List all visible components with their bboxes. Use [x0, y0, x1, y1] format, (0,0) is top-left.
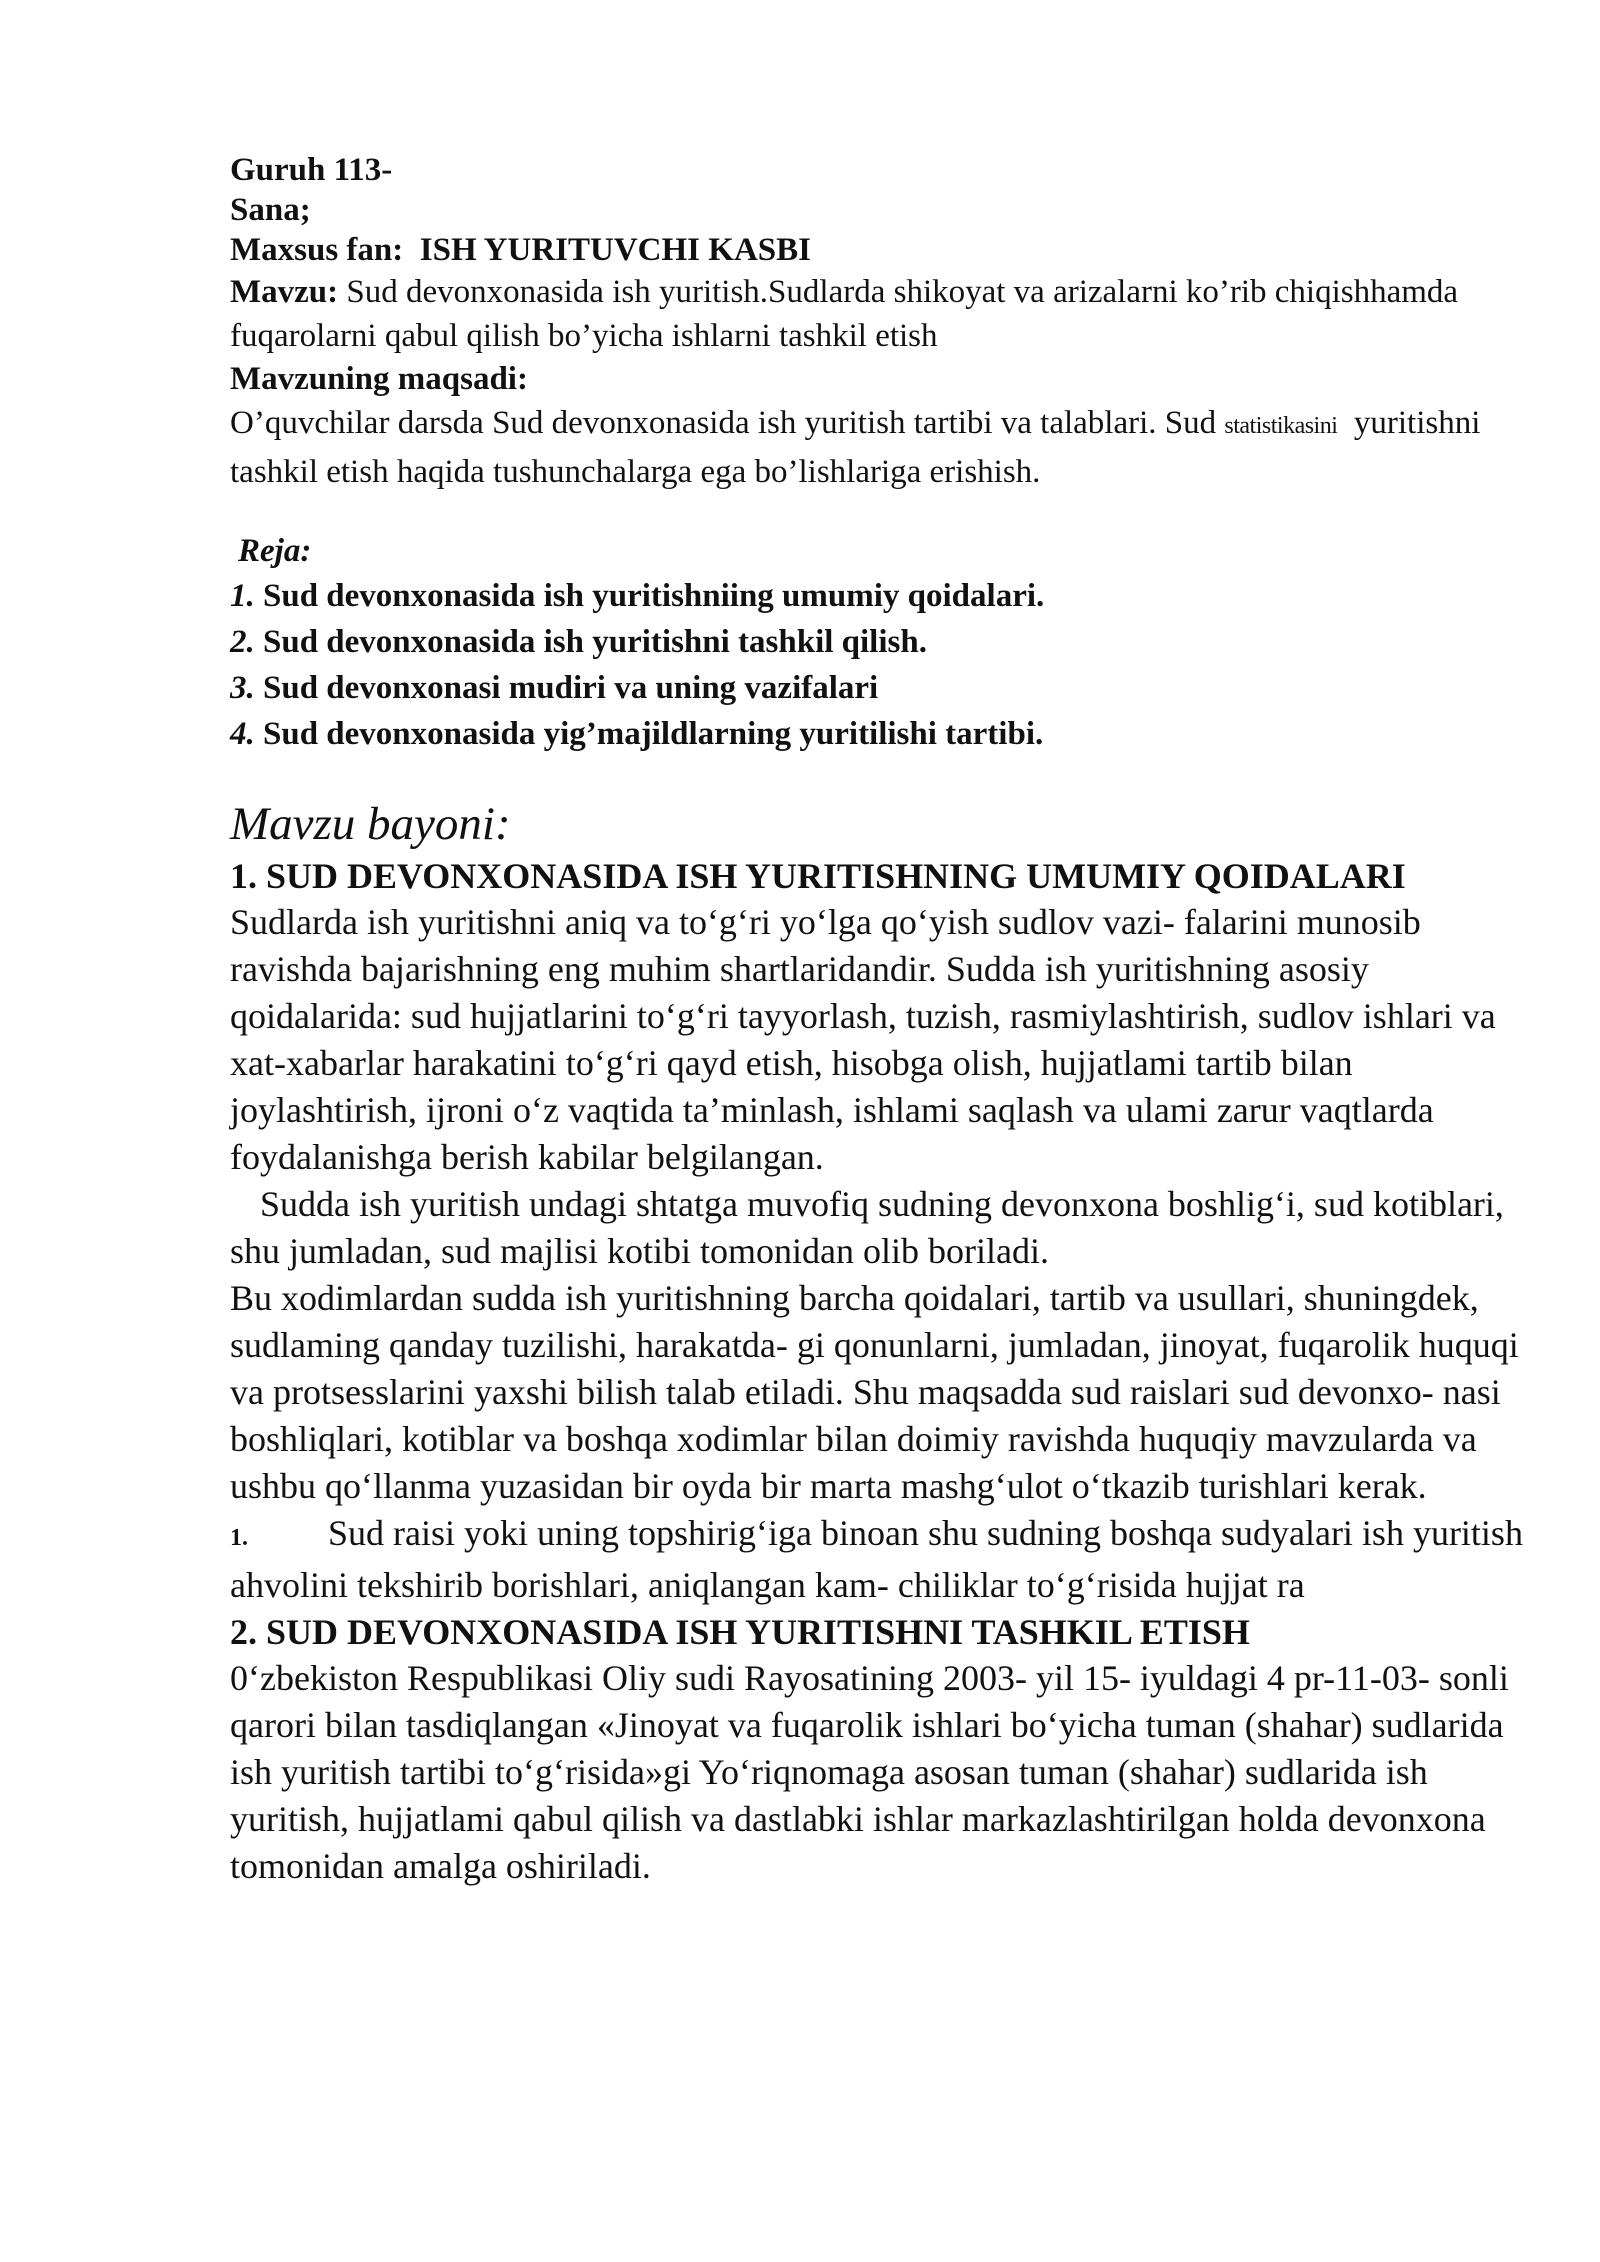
plan-item-text: Sud devonxonasida ish yuritishniing umumiy qoidalari.	[263, 578, 1045, 614]
plan-item	[230, 619, 1530, 665]
aim-text	[230, 400, 1530, 495]
aim-small-word: statistikasini	[1224, 413, 1338, 439]
plan-item-number: 4.	[230, 716, 255, 752]
section1-paragraph-3: Bu xodimlardan sudda ish yuritishning barcha qoidalari, tartib va usullari, shuningdek, sudlaming qanday tuzilishi, harakatda- gi qonunlarni, jumladan, jinoyat, fuqarolik huquqi va protsesslarini yaxshi bilish talab etiladi. Shu maqsadda sud raislari sud devonxo- nasi boshliqlari, kotiblar va boshqa xodimlar bilan doimiy ravishda huquqiy mavzularda va ushbu qo‘llanma yuzasidan bir oyda bir marta mashg‘ulot o‘tkazib turishlari kerak.	[230, 1278, 1519, 1506]
document-page	[230, 150, 1530, 1890]
plan-title: Reja:	[238, 533, 312, 569]
aim-label: Mavzuning maqsadi:	[230, 361, 528, 397]
plan-item-text: Sud devonxonasida ish yuritishni tashkil qilish.	[263, 624, 927, 660]
plan-item-number: 2.	[230, 624, 255, 660]
plan-item	[230, 573, 1530, 619]
topic-label: Mavzu:	[230, 274, 339, 310]
subject-value: ISH YURITUVCHI KASBI	[419, 232, 811, 268]
plan-item-number: 1.	[230, 578, 255, 614]
bayon-title: Mavzu bayoni:	[230, 798, 511, 850]
section1-title: 1. SUD DEVONXONASIDA ISH YURITISHNING UMUMIY QOIDALARI	[230, 856, 1406, 896]
aim-text-part2: yuritishni tashkil etish haqida tushunchalarga ega bo’lishlariga erishish.	[230, 405, 1481, 490]
plan-list	[230, 573, 1530, 757]
aim-text-part1: O’quvchilar darsda Sud devonxonasida ish yuritish tartibi va talablari. Sud	[230, 405, 1217, 441]
section1-paragraph-2: Sudda ish yuritish undagi shtatga muvofiq sudning devonxona boshlig‘i, sud kotiblari, shu jumladan, sud majlisi kotibi tomonidan olib boriladi.	[230, 1184, 1504, 1271]
paragraph-number: 1.	[230, 1525, 248, 1551]
section1-paragraph-4	[230, 1510, 1530, 1609]
plan-item-text: Sud devonxonasi mudiri va uning vazifalari	[263, 670, 879, 706]
group-line: Guruh 113-	[230, 152, 393, 188]
plan-item-text: Sud devonxonasida yig’majildlarning yuritilishi tartibi.	[263, 716, 1044, 752]
plan-item-number: 3.	[230, 670, 255, 706]
subject-label: Maxsus fan:	[230, 232, 404, 268]
topic-line	[230, 270, 1530, 358]
section2-paragraph-1: 0‘zbekiston Respublikasi Oliy sudi Rayosatining 2003- yil 15- iyuldagi 4 pr-11-03- sonli qarori bilan tasdiqlangan «Jinoyat va fuqarolik ishlari bo‘yicha tuman (shahar) sudlarida ish yuritish tartibi to‘g‘risida»gi Yo‘riqnomaga asosan tuman (shahar) sudlarida ish yuritish, hujjatlami qabul qilish va dastlabki ishlar markazlashtirilgan holda devonxona tomonidan amalga oshiriladi.	[230, 1658, 1509, 1886]
plan-item	[230, 665, 1530, 711]
plan-item	[230, 711, 1530, 757]
subject-line	[230, 230, 1530, 270]
section2-title: 2. SUD DEVONXONASIDA ISH YURITISHNI TASHKIL ETISH	[230, 1612, 1250, 1652]
section1-paragraph-1: Sudlarda ish yuritishni aniq va to‘g‘ri yo‘lga qo‘yish sudlov vazi- falarini munosib ravishda bajarishning eng muhim shartlaridandir. Sudda ish yuritishning asosiy qoidalarida: sud hujjatlarini to‘g‘ri tayyorlash, tuzish, rasmiylashtirish, sudlov ishlari va xat-xabarlar harakatini to‘g‘ri qayd etish, hisobga olish, hujjatlami tartib bilan joylashtirish, ijroni o‘z vaqtida ta’minlash, ishlami saqlash va ulami zarur vaqtlarda foydalanishga berish kabilar belgilangan.	[230, 902, 1496, 1177]
paragraph-text: Sud raisi yoki uning topshirig‘iga binoan shu sudning boshqa sudyalari ish yuritish ahvolini tekshirib borishlari, aniqlangan kam- chiliklar to‘g‘risida hujjat ra	[230, 1513, 1523, 1605]
date-line: Sana;	[230, 192, 311, 228]
topic-value: Sud devonxonasida ish yuritish.Sudlarda shikoyat va arizalarni ko’rib chiqishhamda fuqarolarni qabul qilish bo’yicha ishlarni tashkil etish	[230, 274, 1459, 354]
